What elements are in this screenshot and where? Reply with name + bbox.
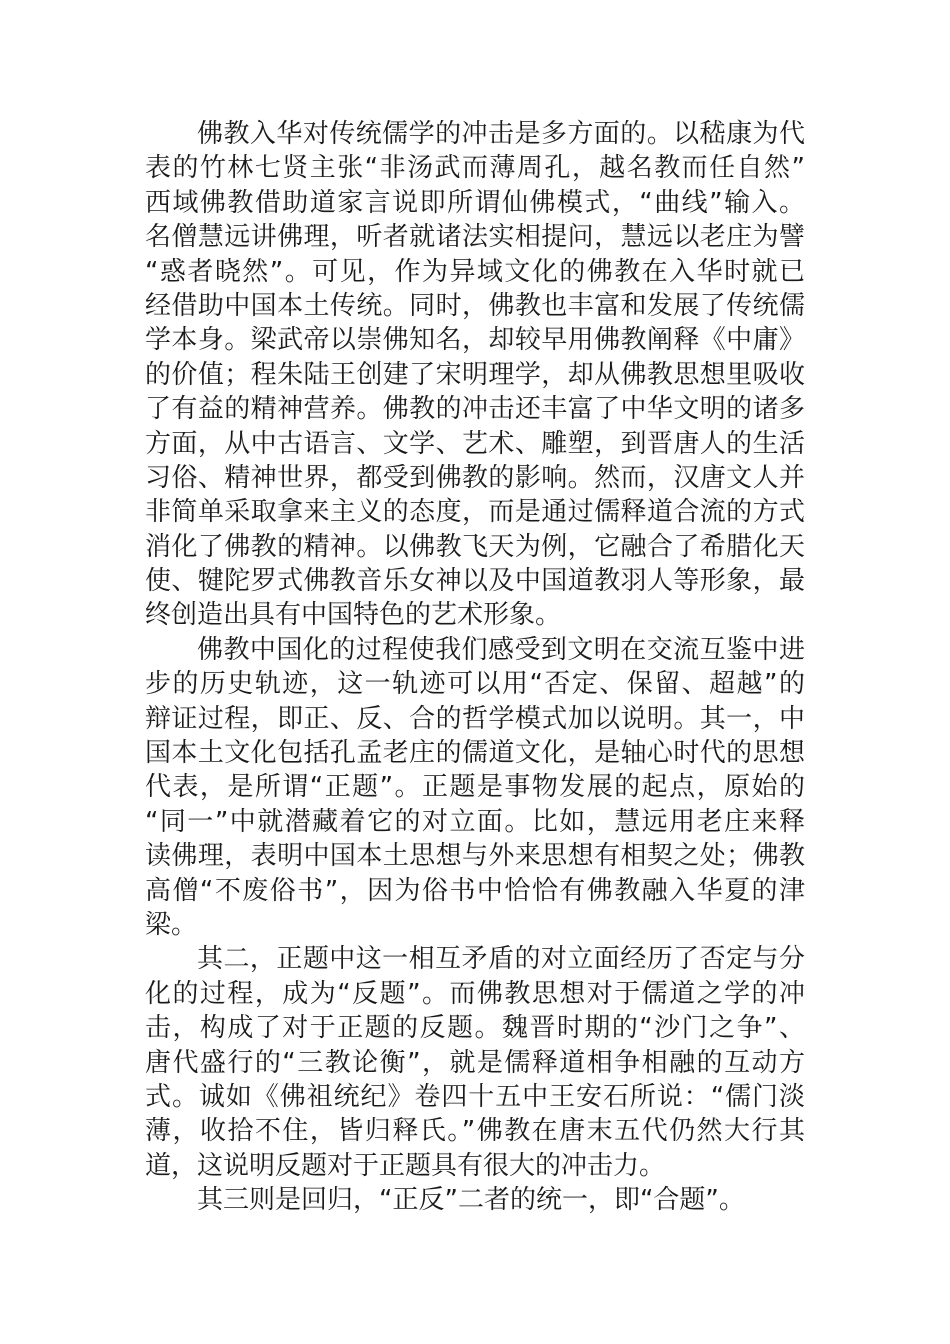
- paragraph-2: [145, 633, 805, 943]
- text-line: 经借助中国本土传统。同时，佛教也丰富和发展了传统儒: [145, 290, 805, 321]
- text-line: 薄，收拾不住，皆归释氏。”佛教在唐末五代仍然大行其: [145, 1116, 805, 1147]
- text-line: 终创造出具有中国特色的艺术形象。: [145, 600, 562, 631]
- text-line: 其三则是回归，“正反”二者的统一，即“合题”。: [197, 1185, 745, 1216]
- text-line: 其二，正题中这一相互矛盾的对立面经历了否定与分: [197, 944, 805, 975]
- text-line: 代表，是所谓“正题”。正题是事物发展的起点，原始的: [145, 772, 805, 803]
- text-line: 国本土文化包括孔孟老庄的儒道文化，是轴心时代的思想: [145, 738, 805, 769]
- text-line: 辩证过程，即正、反、合的哲学模式加以说明。其一，中: [145, 703, 805, 734]
- text-line: 高僧“不废俗书”，因为俗书中恰恰有佛教融入华夏的津: [145, 875, 805, 906]
- text-line: 唐代盛行的“三教论衡”，就是儒释道相争相融的互动方: [145, 1047, 805, 1078]
- text-line: 习俗、精神世界，都受到佛教的影响。然而，汉唐文人并: [145, 462, 805, 493]
- text-line: 的价值；程朱陆王创建了宋明理学，却从佛教思想里吸收: [145, 359, 805, 390]
- text-line: 了有益的精神营养。佛教的冲击还丰富了中华文明的诸多: [145, 394, 805, 425]
- text-line: 化的过程，成为“反题”。而佛教思想对于儒道之学的冲: [145, 978, 805, 1009]
- text-line: 步的历史轨迹，这一轨迹可以用“否定、保留、超越”的: [145, 669, 805, 700]
- text-line: 梁。: [145, 909, 198, 940]
- document-body: [145, 117, 805, 1218]
- text-line: “惑者晓然”。可见，作为异域文化的佛教在入华时就已: [145, 256, 805, 287]
- paragraph-4: [145, 1183, 805, 1217]
- text-line: 佛教中国化的过程使我们感受到文明在交流互鉴中进: [197, 634, 805, 665]
- text-line: 读佛理，表明中国本土思想与外来思想有相契之处；佛教: [145, 841, 805, 872]
- text-line: 使、犍陀罗式佛教音乐女神以及中国道教羽人等形象，最: [145, 566, 805, 597]
- text-line: 表的竹林七贤主张“非汤武而薄周孔，越名教而任自然”: [145, 153, 805, 184]
- text-line: 道，这说明反题对于正题具有很大的冲击力。: [145, 1150, 666, 1181]
- paragraph-3: [145, 942, 805, 1183]
- paragraph-1: [145, 117, 805, 633]
- text-line: 学本身。梁武帝以崇佛知名，却较早用佛教阐释《中庸》: [145, 325, 805, 356]
- text-line: “同一”中就潜藏着它的对立面。比如，慧远用老庄来释: [145, 806, 805, 837]
- text-line: 式。诚如《佛祖统纪》卷四十五中王安石所说：“儒门淡: [145, 1081, 805, 1112]
- text-line: 佛教入华对传统儒学的冲击是多方面的。以嵇康为代: [197, 119, 805, 149]
- text-line: 方面，从中古语言、文学、艺术、雕塑，到晋唐人的生活: [145, 428, 805, 459]
- text-line: 名僧慧远讲佛理，听者就诸法实相提问，慧远以老庄为譬: [145, 222, 805, 253]
- text-line: 西域佛教借助道家言说即所谓仙佛模式，“曲线”输入。: [145, 187, 805, 218]
- text-line: 非简单采取拿来主义的态度，而是通过儒释道合流的方式: [145, 497, 805, 528]
- text-line: 消化了佛教的精神。以佛教飞天为例，它融合了希腊化天: [145, 531, 805, 562]
- text-line: 击，构成了对于正题的反题。魏晋时期的“沙门之争”、: [145, 1013, 805, 1044]
